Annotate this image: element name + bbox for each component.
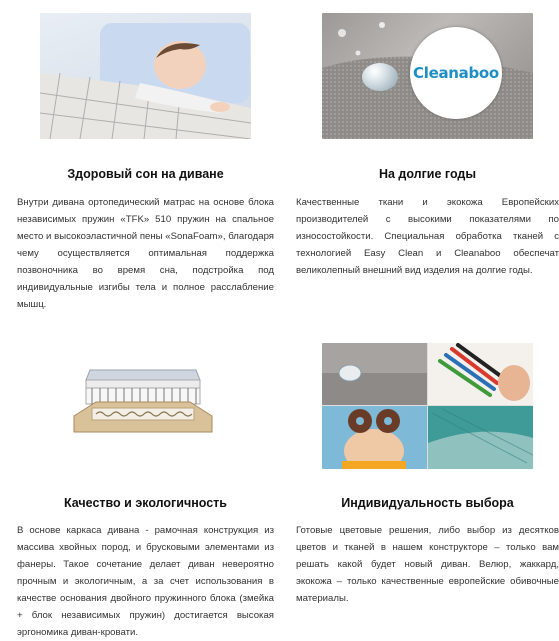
- cleanaboo-logo-text: Cleanaboo: [413, 64, 499, 82]
- feature-title: Индивидуальность выбора: [341, 496, 514, 510]
- feature-description: В основе каркаса дивана - рамочная конструкция из массива хвойных пород, и брусковыми элементами из фанеры. Такое сочетание делает диван невероятно прочным и экологичным, а за счет использования в качестве основания двойного пружинного блока (змейка + блок независимых пружин) достигается высокая эргономика диван-кровати.: [17, 525, 274, 638]
- feature-title: На долгие годы: [378, 167, 477, 181]
- feature-description: Качественные ткани и экокожа Европейских производителей с высокими показателями по износостойкости. Специальная обработка тканей с технологией Easy Clean и Cleanaboo обеспечат великолепный внешний вид изделия на долгие годы.: [296, 197, 559, 276]
- feature-description: Готовые цветовые решения, либо выбор из десятков цветов и тканей в нашем конструкторе – только вам решать какой будет новый диван. Велюр, жаккард, экокожа – только качественные европейские обивочные материалы.: [296, 525, 559, 604]
- choice-collage-image: [322, 343, 533, 469]
- feature-title: Здоровый сон на диване: [67, 167, 224, 181]
- mattress-cross-section-image: [72, 366, 214, 438]
- water-drop-icon: [362, 63, 398, 91]
- feature-title: Качество и экологичность: [64, 496, 227, 510]
- sleeping-baby-image: [40, 13, 251, 139]
- fabric-water-drop-image: [322, 13, 533, 139]
- feature-description: Внутри дивана ортопедический матрас на основе блока независимых пружин «TFK» 510 пружин на спальное место и высокоэластичной пены «SonaFoam», благодаря чему осуществляется оптимальная поддержка позвоночника во время сна, подстройка под индивидуальные изгибы тела и полное расслабление мышц.: [17, 197, 274, 310]
- cleanaboo-logo: [410, 27, 502, 119]
